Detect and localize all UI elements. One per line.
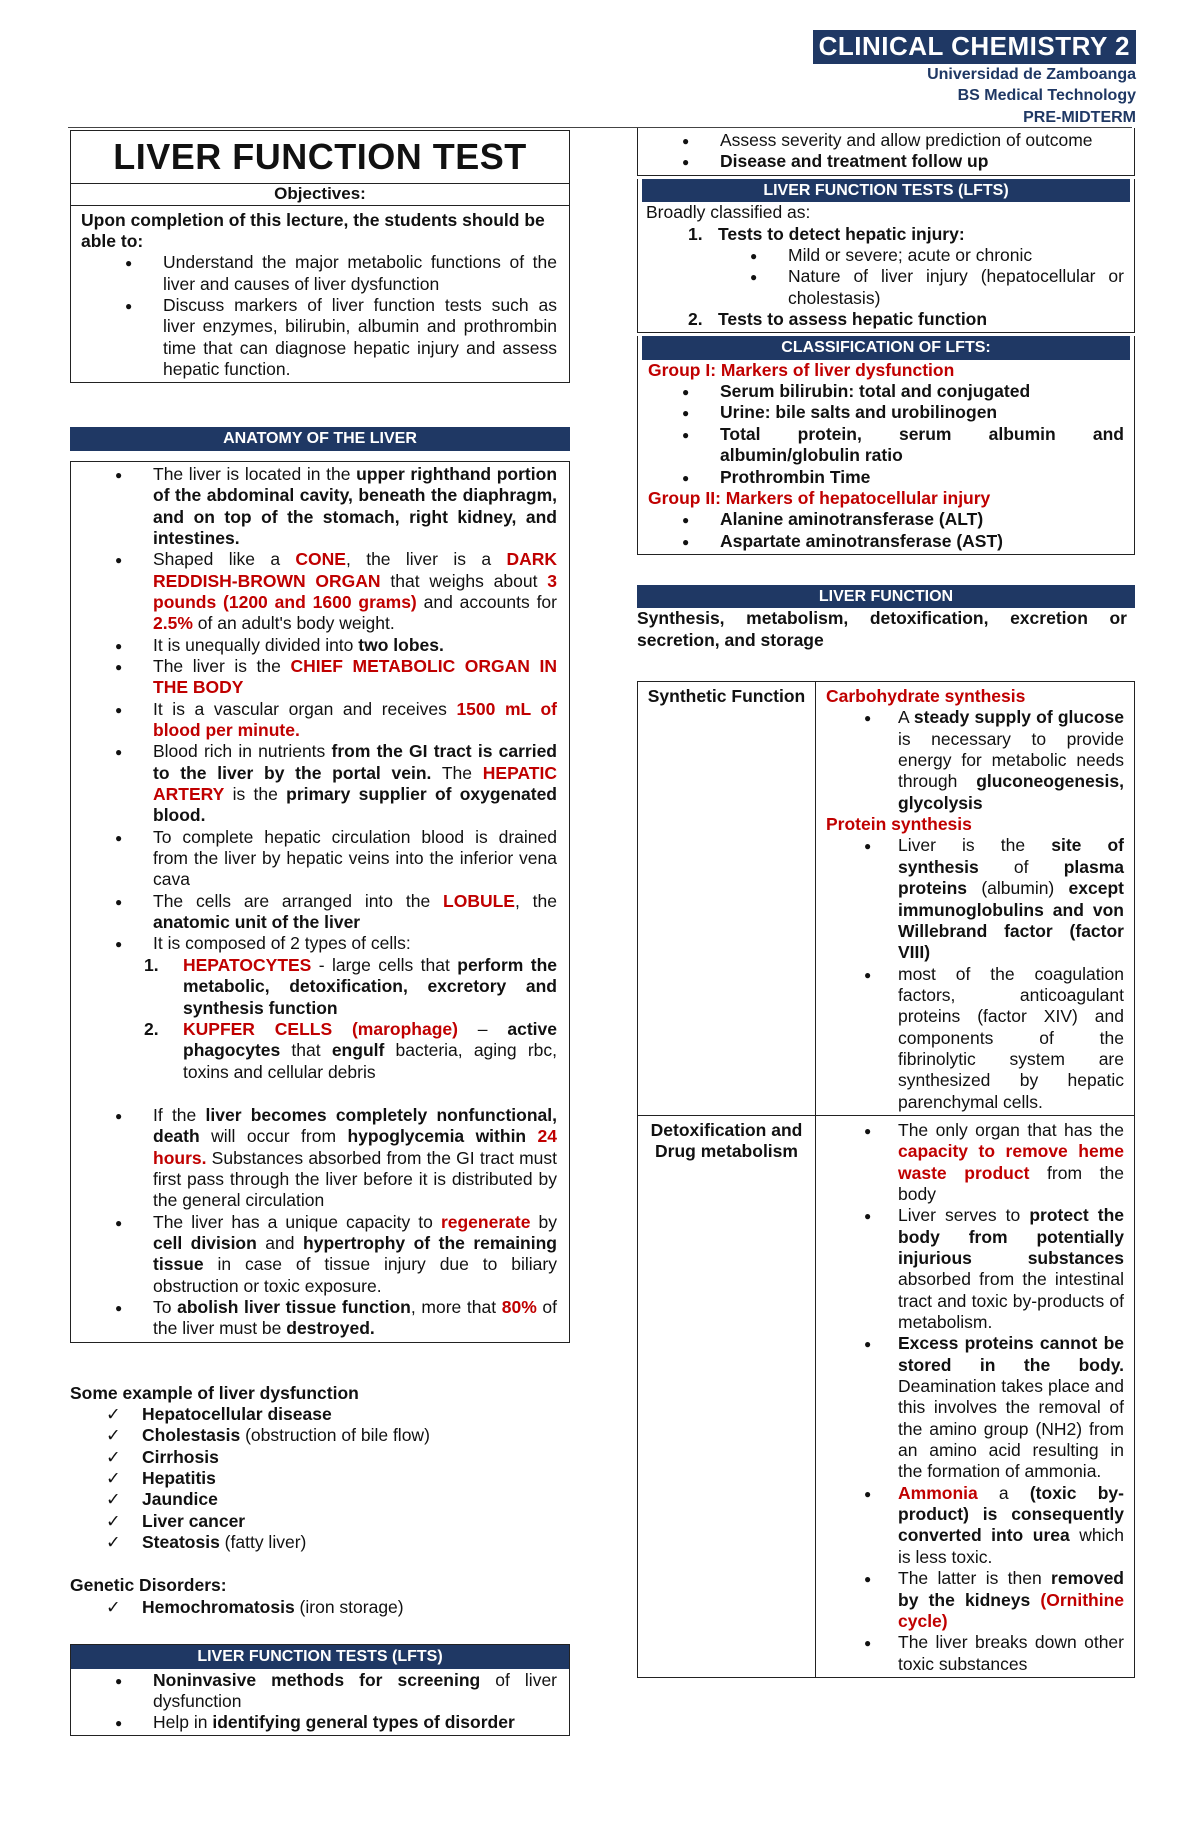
lft-box-left bbox=[70, 1644, 570, 1736]
cell-type-item: 1. HEPATOCYTES - large cells that perform the metabolic, detoxification, excretory and synthesis function bbox=[111, 955, 557, 1019]
lft-section-bar: LIVER FUNCTION TESTS (LFTS) bbox=[71, 1645, 569, 1669]
objectives-intro: Upon completion of this lecture, the students should be able to: bbox=[81, 209, 545, 251]
lft-item: ● Help in identifying general types of disorder bbox=[71, 1712, 557, 1733]
objectives-box bbox=[70, 130, 570, 383]
anatomy-item: ● The liver is the CHIEF METABOLIC ORGAN IN THE BODY bbox=[71, 656, 557, 699]
anatomy-item: ● The liver has a unique capacity to regenerate by cell division and hypertrophy of the remaining tissue in case of tissue injury due to biliary obstruction or toxic exposure. bbox=[71, 1212, 557, 1297]
group-1-item: ● Urine: bile salts and urobilinogen bbox=[638, 402, 1124, 423]
group-2-item: ● Alanine aminotransferase (ALT) bbox=[638, 509, 1124, 530]
anatomy-item: ● Blood rich in nutrients from the GI tract is carried to the liver by the portal vein. The HEPATIC ARTERY is the primary supplier of oxygenated blood. bbox=[71, 741, 557, 826]
page-header bbox=[813, 30, 1136, 129]
classification-bar: CLASSIFICATION OF LFTS: bbox=[642, 336, 1130, 360]
continued-box bbox=[637, 128, 1135, 176]
synthesis-item: ● A steady supply of glucose is necessary to provide energy for metabolic needs through gluconeogenesis, glycolysis bbox=[826, 707, 1124, 814]
term-label: PRE-MIDTERM bbox=[1023, 108, 1136, 126]
anatomy-box bbox=[70, 461, 570, 1343]
dysfunction-item: ✓ Steatosis (fatty liver) bbox=[70, 1532, 570, 1553]
anatomy-item: ● It is composed of 2 types of cells: 1. HEPATOCYTES - large cells that perform the metabolic, detoxification, excretory and synthesis function 2. KUPFER CELLS (marophage) – active phagocytes that engulf bacteria, aging rbc, toxins and cellular debris bbox=[71, 933, 557, 1104]
test-type-item: 2. Tests to assess hepatic function bbox=[638, 309, 1124, 330]
test-type-item: 1. Tests to detect hepatic injury: ● Mild or severe; acute or chronic ● Nature of liver injury (hepatocellular or cholestasis) bbox=[638, 224, 1124, 309]
liver-function-table bbox=[637, 681, 1135, 1678]
anatomy-item: ● If the liver becomes completely nonfunctional, death will occur from hypoglycemia within 24 hours. Substances absorbed from the GI tract must first pass through the liver before it is distributed by the general circulation bbox=[71, 1105, 557, 1212]
synthetic-label: Synthetic Function bbox=[638, 682, 816, 1116]
dysfunction-item: ✓ Hepatitis bbox=[70, 1468, 570, 1489]
left-column bbox=[70, 130, 570, 1736]
carb-synthesis-label: Carbohydrate synthesis bbox=[826, 686, 1026, 707]
table-row bbox=[638, 1115, 1135, 1677]
anatomy-item: ● To abolish liver tissue function, more that 80% of the liver must be destroyed. bbox=[71, 1297, 557, 1340]
liver-function-bar: LIVER FUNCTION bbox=[637, 585, 1135, 609]
group-1-item: ● Total protein, serum albumin and albumin/globulin ratio bbox=[638, 424, 1124, 467]
dysfunction-item: ✓ Liver cancer bbox=[70, 1511, 570, 1532]
detox-item: ● The latter is then removed by the kidneys (Ornithine cycle) bbox=[826, 1568, 1124, 1632]
genetic-item: ✓ Hemochromatosis (iron storage) bbox=[70, 1597, 570, 1618]
detox-item: ● The liver breaks down other toxic substances bbox=[826, 1632, 1124, 1675]
lft-item: ● Noninvasive methods for screening of liver dysfunction bbox=[71, 1670, 557, 1713]
group-2-label: Group II: Markers of hepatocellular injury bbox=[648, 487, 991, 508]
anatomy-item: ● Shaped like a CONE, the liver is a DARK REDDISH-BROWN ORGAN that weighs about 3 pounds (1200 and 1600 grams) and accounts for 2.5% of an adult's body weight. bbox=[71, 549, 557, 634]
lft-purpose-item: ● Assess severity and allow prediction of outcome bbox=[638, 130, 1124, 151]
classification-box bbox=[637, 336, 1135, 555]
anatomy-item: ● The liver is located in the upper righthand portion of the abdominal cavity, beneath the diaphragm, and on top of the stomach, right kidney, and intestines. bbox=[71, 464, 557, 549]
protein-synthesis-label: Protein synthesis bbox=[826, 814, 972, 835]
dysfunction-item: ✓ Hepatocellular disease bbox=[70, 1404, 570, 1425]
test-subitem: ● Mild or severe; acute or chronic bbox=[638, 245, 1124, 266]
lft-purpose-item: ● Disease and treatment follow up bbox=[638, 151, 1124, 172]
detox-item: ● Ammonia a (toxic by-product) is consequently converted into urea which is less toxic. bbox=[826, 1483, 1124, 1568]
group-1-label: Group I: Markers of liver dysfunction bbox=[648, 359, 955, 380]
program-name: BS Medical Technology bbox=[957, 87, 1136, 105]
broad-label: Broadly classified as: bbox=[646, 202, 811, 223]
detox-label: Detoxification and Drug metabolism bbox=[638, 1115, 816, 1677]
objective-item: ● Discuss markers of liver function tests such as liver enzymes, bilirubin, albumin and prothrombin time that can diagnose hepatic injury and assess hepatic function. bbox=[81, 295, 557, 380]
anatomy-item: ● It is unequally divided into two lobes. bbox=[71, 635, 557, 656]
lft-classification-box bbox=[637, 179, 1135, 334]
objective-item: ● Understand the major metabolic functions of the liver and causes of liver dysfunction bbox=[81, 252, 557, 295]
group-2-item: ● Aspartate aminotransferase (AST) bbox=[638, 531, 1124, 552]
table-row bbox=[638, 682, 1135, 1116]
group-1-item: ● Prothrombin Time bbox=[638, 467, 1124, 488]
liver-function-intro: Synthesis, metabolism, detoxification, excretion or secretion, and storage bbox=[637, 608, 1127, 650]
course-title: CLINICAL CHEMISTRY 2 bbox=[813, 30, 1136, 64]
cell-type-item: 2. KUPFER CELLS (marophage) – active phagocytes that engulf bacteria, aging rbc, toxins and cellular debris bbox=[111, 1019, 557, 1083]
dysfunction-item: ✓ Cirrhosis bbox=[70, 1447, 570, 1468]
dysfunction-label: Some example of liver dysfunction bbox=[70, 1382, 359, 1403]
genetic-label: Genetic Disorders: bbox=[70, 1575, 227, 1596]
detox-item: ● Liver serves to protect the body from potentially injurious substances absorbed from the intestinal tract and toxic by-products of metabolism. bbox=[826, 1205, 1124, 1333]
detox-item: ● Excess proteins cannot be stored in the body. Deamination takes place and this involves the removal of the amino group (NH2) from an amino acid resulting in the formation of ammonia. bbox=[826, 1333, 1124, 1482]
anatomy-item: ● The cells are arranged into the LOBULE, the anatomic unit of the liver bbox=[71, 891, 557, 934]
dysfunction-item: ✓ Cholestasis (obstruction of bile flow) bbox=[70, 1425, 570, 1446]
synthesis-item: ● Liver is the site of synthesis of plasma proteins (albumin) except immunoglobulins and von Willebrand factor (factor VIII) bbox=[826, 835, 1124, 963]
test-subitem: ● Nature of liver injury (hepatocellular or cholestasis) bbox=[638, 266, 1124, 309]
group-1-item: ● Serum bilirubin: total and conjugated bbox=[638, 381, 1124, 402]
lft-section-bar-right: LIVER FUNCTION TESTS (LFTS) bbox=[642, 179, 1130, 203]
dysfunction-item: ✓ Jaundice bbox=[70, 1489, 570, 1510]
detox-item: ● The only organ that has the capacity to remove heme waste product from the body bbox=[826, 1120, 1124, 1205]
objectives-label: Objectives: bbox=[71, 184, 569, 206]
right-column bbox=[637, 128, 1135, 1678]
school-name: Universidad de Zamboanga bbox=[927, 65, 1136, 83]
anatomy-section-bar: ANATOMY OF THE LIVER bbox=[70, 427, 570, 451]
document-title: LIVER FUNCTION TEST bbox=[71, 131, 569, 184]
anatomy-item: ● It is a vascular organ and receives 1500 mL of blood per minute. bbox=[71, 699, 557, 742]
anatomy-item: ● To complete hepatic circulation blood is drained from the liver by hepatic veins into the inferior vena cava bbox=[71, 827, 557, 891]
synthesis-item: ● most of the coagulation factors, anticoagulant proteins (factor XIV) and components of the fibrinolytic system are synthesized by hepatic parenchymal cells. bbox=[826, 964, 1124, 1113]
